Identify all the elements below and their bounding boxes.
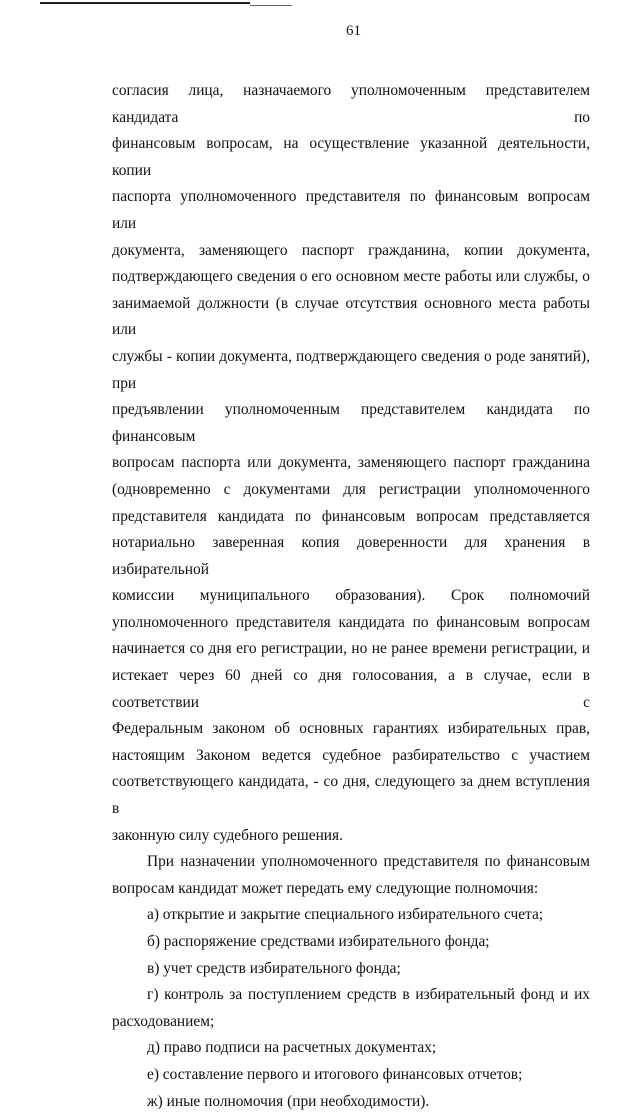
text-line: истекает через 60 дней со дня голосования, а в случае, если в соответствии с xyxy=(112,667,590,711)
text-line: согласия лица, назначаемого уполномоченным представителем кандидата по xyxy=(112,82,590,126)
scan-edge-mark xyxy=(40,2,250,4)
text-line: комиссии муниципального образования). Срок полномочий xyxy=(112,587,590,605)
text-line: При назначении уполномоченного представителя по финансовым xyxy=(147,853,590,871)
list-item: е) составление первого и итогового финансовых отчетов; xyxy=(147,1065,523,1083)
text-line: настоящим Законом ведется судебное разбирательство с участием xyxy=(112,746,590,764)
paragraph-powers-intro xyxy=(112,849,590,902)
text-line: Федеральным законом об основных гарантиях избирательных прав, xyxy=(112,720,590,738)
powers-list xyxy=(112,902,590,1115)
text-line: нотариально заверенная копия доверенности для хранения в избирательной xyxy=(112,534,590,578)
text-line: представителя кандидата по финансовым вопросам представляется xyxy=(112,507,590,525)
list-item: б) распоряжение средствами избирательного фонда; xyxy=(147,933,490,950)
text-line: вопросам паспорта или документа, заменяющего паспорт гражданина xyxy=(112,454,590,472)
list-item: д) право подписи на расчетных документах; xyxy=(147,1039,437,1057)
text-line: занимаемой должности (в случае отсутствия основного места работы или xyxy=(112,294,590,339)
list-item: а) открытие и закрытие специального избирательного счета; xyxy=(147,906,544,924)
text-line: (одновременно с документами для регистрации уполномоченного xyxy=(112,480,590,498)
text-line: вопросам кандидат может передать ему следующие полномочия: xyxy=(112,879,539,897)
text-line: документа, заменяющего паспорт гражданина, копии документа, xyxy=(112,241,590,259)
list-item: ж) иные полномочия (при необходимости). xyxy=(147,1092,430,1110)
text-line: уполномоченного представителя кандидата по финансовым вопросам xyxy=(112,613,590,631)
text-line: подтверждающего сведения о его основном месте работы или службы, о xyxy=(112,268,590,286)
page-number: 61 xyxy=(346,23,361,39)
text-line: начинается со дня его регистрации, но не ранее времени регистрации, и xyxy=(112,640,590,658)
document-body xyxy=(112,78,590,1115)
text-line: законную силу судебного решения. xyxy=(112,826,343,844)
text-line: соответствующего кандидата, - со дня, следующего за днем вступления в xyxy=(112,773,590,818)
scan-edge-mark-secondary xyxy=(250,5,292,6)
paragraph-continuation xyxy=(112,78,590,849)
list-item: г) контроль за поступлением средств в избирательный фонд и их xyxy=(147,986,590,1004)
list-item: в) учет средств избирательного фонда; xyxy=(147,959,401,977)
text-line: предъявлении уполномоченным представителем кандидата по финансовым xyxy=(112,401,590,445)
text-line: финансовым вопросам, на осуществление указанной деятельности, копии xyxy=(112,135,590,179)
text-line: службы - копии документа, подтверждающего сведения о роде занятий), при xyxy=(112,347,590,392)
list-item-continuation: расходованием; xyxy=(112,1012,215,1030)
text-line: паспорта уполномоченного представителя по финансовым вопросам или xyxy=(112,188,590,232)
